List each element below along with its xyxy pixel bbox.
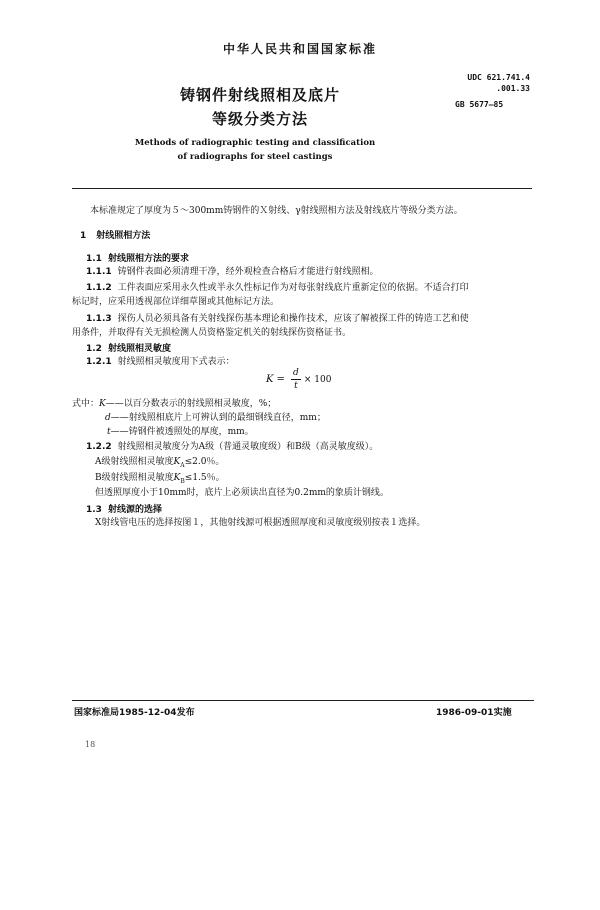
formula-numerator: d: [292, 368, 299, 378]
section-1-2-title: 射线照相灵敏度: [107, 344, 171, 354]
grade-a-subscript: A: [180, 461, 185, 469]
udc-line-1: UDC 621.741.4: [467, 73, 530, 82]
section-1-3-title: 射线源的选择: [107, 505, 162, 515]
where-t: [107, 425, 527, 439]
section-1-1-heading: [86, 251, 189, 264]
formula-equals: =: [276, 374, 285, 385]
clause-1-1-2: [72, 281, 532, 295]
clause-1-2-2-text: 射线照相灵敏度分为A级（普通灵敏度级）和B级（高灵敏度级）。: [117, 442, 379, 452]
clause-1-1-2-text-2: 标记时，应采用透视部位详细草图或其他标记方法。: [72, 297, 280, 307]
clause-1-2-2: [72, 440, 532, 454]
section-1-2-number: 1.2: [86, 344, 102, 354]
grade-a-prefix: A级射线照相灵敏度: [95, 457, 174, 467]
clause-1-1-2-number: 1.1.2: [86, 283, 112, 293]
formula-lhs: K: [266, 374, 274, 385]
clause-1-2-1-text: 射线照相灵敏度用下式表示：: [117, 357, 235, 367]
section-1-heading: [80, 228, 150, 241]
grade-a-suffix: ≤2.0％。: [184, 457, 225, 467]
section-1-3-heading: [86, 502, 162, 515]
clause-1-2-1-number: 1.2.1: [86, 357, 112, 367]
where-t-desc: ——铸钢件被透照处的厚度，mm。: [110, 427, 254, 437]
national-standard-label: 中华人民共和国国家标准: [222, 42, 377, 56]
where-prefix: 式中：: [72, 399, 100, 409]
page-number: 18: [85, 740, 96, 749]
clause-1-1-3-number: 1.1.3: [86, 314, 112, 324]
where-k-desc: ——以百分数表示的射线照相灵敏度，%；: [105, 399, 277, 409]
gb-number: GB 5677—85: [455, 100, 504, 109]
title-cn-line-2: 等级分类方法: [211, 110, 308, 128]
section-1-3-number: 1.3: [86, 505, 102, 515]
formula-denominator: t: [294, 381, 298, 391]
formula-fraction: [291, 368, 301, 391]
grade-b-subscript: B: [180, 477, 185, 485]
section-1-1-number: 1.1: [86, 254, 102, 264]
clause-1-2-1: [72, 355, 532, 369]
where-t-symbol: t: [107, 427, 111, 437]
grade-b-suffix: ≤1.5％。: [184, 473, 225, 483]
where-k: [72, 397, 532, 411]
title-en-line-2: of radiographs for steel castings: [177, 152, 333, 162]
where-d-desc: ——射线照相底片上可辨认到的最细钢线直径，mm；: [110, 413, 326, 423]
clause-1-1-1: [72, 265, 532, 279]
section-1-title: 射线照相方法: [96, 231, 151, 241]
formula-rhs: × 100: [303, 374, 332, 385]
thin-wall-note: 但透照厚度小于10mm时，底片上必须读出直径为0.2mm的象质计钢线。: [95, 488, 389, 498]
where-d: [105, 411, 525, 425]
clause-1-1-2-text-1: 工件表面应采用永久性或半永久性标记作为对每张射线底片重新定位的依据。不适合打印: [117, 283, 469, 293]
clause-1-1-3: [72, 312, 532, 326]
where-k-symbol: K: [99, 399, 106, 409]
section-1-2-heading: [86, 341, 171, 354]
grade-b-symbol: K: [173, 473, 181, 483]
clause-1-2-2-number: 1.2.2: [86, 442, 112, 452]
section-1-number: 1: [80, 231, 87, 241]
title-en-line-1: Methods of radiographic testing and classification: [134, 138, 376, 148]
issued-date: 国家标准局1985-12-04发布: [74, 708, 195, 718]
intro-paragraph: 本标准规定了厚度为５～300mm铸钢件的Ｘ射线、γ射线照相方法及射线底片等级分类方法。: [90, 206, 463, 216]
clause-1-1-1-number: 1.1.1: [86, 267, 112, 277]
section-1-1-title: 射线照相方法的要求: [107, 254, 189, 264]
clause-1-1-3-text-1: 探伤人员必须具备有关射线探伤基本理论和操作技术，应该了解被探工件的铸造工艺和使: [117, 314, 469, 324]
clause-1-3-text: X射线管电压的选择按图１，其他射线源可根据透照厚度和灵敏度级别按表１选择。: [95, 518, 426, 528]
grade-b-prefix: B级射线照相灵敏度: [95, 473, 174, 483]
clause-1-1-1-text: 铸钢件表面必须清理干净，经外观检查合格后才能进行射线照相。: [117, 267, 379, 277]
fraction-bar: [291, 379, 301, 380]
udc-line-2: .001.33: [496, 84, 530, 93]
footer-divider: [72, 700, 534, 701]
title-cn-line-1: 铸钢件射线照相及底片: [179, 86, 340, 104]
header-divider: [72, 188, 532, 189]
grade-a-symbol: K: [173, 457, 181, 467]
clause-1-1-3-text-2: 用条件，并取得有关无损检测人员资格鉴定机关的射线探伤资格证书。: [72, 328, 352, 338]
where-d-symbol: d: [105, 413, 111, 423]
effective-date: 1986-09-01实施: [436, 708, 512, 718]
sensitivity-formula: [266, 368, 331, 391]
